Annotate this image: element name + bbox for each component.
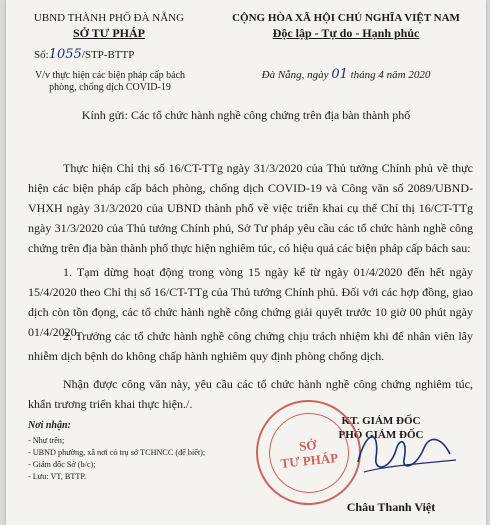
handwritten-signature [346, 410, 466, 490]
document-date [211, 67, 481, 82]
recipient-item: - UBND phường, xã nơi có trụ sở TCHNCC (để biết); [28, 448, 206, 457]
number-suffix: /STP-BTTP [81, 49, 135, 61]
paragraph-item-2: 2. Trưởng các tổ chức hành nghề công chứng chịu trách nhiệm khi để nhân viên lây nhiễm dịch bệnh do không chấp hành nghiêm quy định phòng chống dịch. [28, 329, 473, 363]
stamp-text-2: TƯ PHÁP [279, 449, 339, 471]
authority-name: UBND THÀNH PHỐ ĐÀ NẴNG [33, 12, 185, 24]
recipient-item: - Như trên; [28, 436, 65, 445]
addressee: Kính gửi: Các tổ chức hành nghề công chứng trên địa bàn thành phố [81, 108, 411, 122]
recipient-item: - Giám đốc Sở (b/c); [28, 460, 96, 469]
paragraph-closing: Nhận được công văn này, yêu cầu các tổ chức hành nghề công chứng nghiêm túc, khẩn trương triển khai thực hiện./. [28, 377, 473, 411]
recipient-item: - Lưu: VT, BTTP. [28, 472, 87, 481]
date-suffix: tháng 4 năm 2020 [350, 69, 431, 81]
number-handwritten: 1055 [48, 47, 82, 62]
department-name: SỞ TƯ PHÁP [72, 26, 145, 40]
number-prefix: Số: [34, 49, 49, 61]
national-motto: Độc lập - Tự do - Hạnh phúc [272, 26, 420, 40]
subject-line-1: V/v thực hiện các biện pháp cấp bách [34, 70, 186, 81]
paragraph-intro: Thực hiện Chỉ thị số 16/CT-TTg ngày 31/3/2020 của Thủ tướng Chính phủ về thực hiện các biện pháp cấp bách phòng, chống dịch COVID-19 và Công văn số 2089/UBND-VHXH ngày 31/3/2020 của UBND thành phố về việc triển khai cụ thể Chỉ thị 16/CT-TTg ngày 31/3/2020 của Thủ tướng Chính phủ, Sở Tư pháp yêu cầu các tổ chức hành nghề công chứng trên địa bàn thành phố thực hiện nghiêm túc, có hiệu quả các biện pháp cấp bách sau: [28, 161, 473, 255]
document-number [34, 47, 134, 62]
date-day-handwritten: 01 [331, 67, 348, 82]
recipients-title: Nơi nhận: [28, 420, 71, 431]
signature-title: KT. GIÁM ĐỐC [341, 415, 421, 427]
country-name: CỘNG HÒA XÃ HỘI CHỦ NGHĨA VIỆT NAM [232, 12, 460, 24]
date-prefix: Đà Nẵng, ngày [261, 69, 329, 81]
stamp-text-1: SỞ [298, 436, 318, 454]
signer-name: Châu Thanh Việt [346, 500, 436, 514]
document-page [6, 0, 486, 525]
stamp-center [265, 409, 353, 497]
signature-subtitle: PHÓ GIÁM ĐỐC [338, 429, 424, 441]
paragraph-item-1: 1. Tạm dừng hoạt động trong vòng 15 ngày kể từ ngày 01/4/2020 đến hết ngày 15/4/2020 theo Chỉ thị số 16/CT-TTg của Thủ tướng Chính phủ. Đối với các hợp đồng, giao dịch còn tồn đọng, các tổ chức hành nghề công chứng giải quyết trước 10 giờ 00 phút ngày 01/4/2020. [28, 265, 473, 339]
subject-line-2: phòng, chống dịch COVID-19 [49, 82, 171, 93]
